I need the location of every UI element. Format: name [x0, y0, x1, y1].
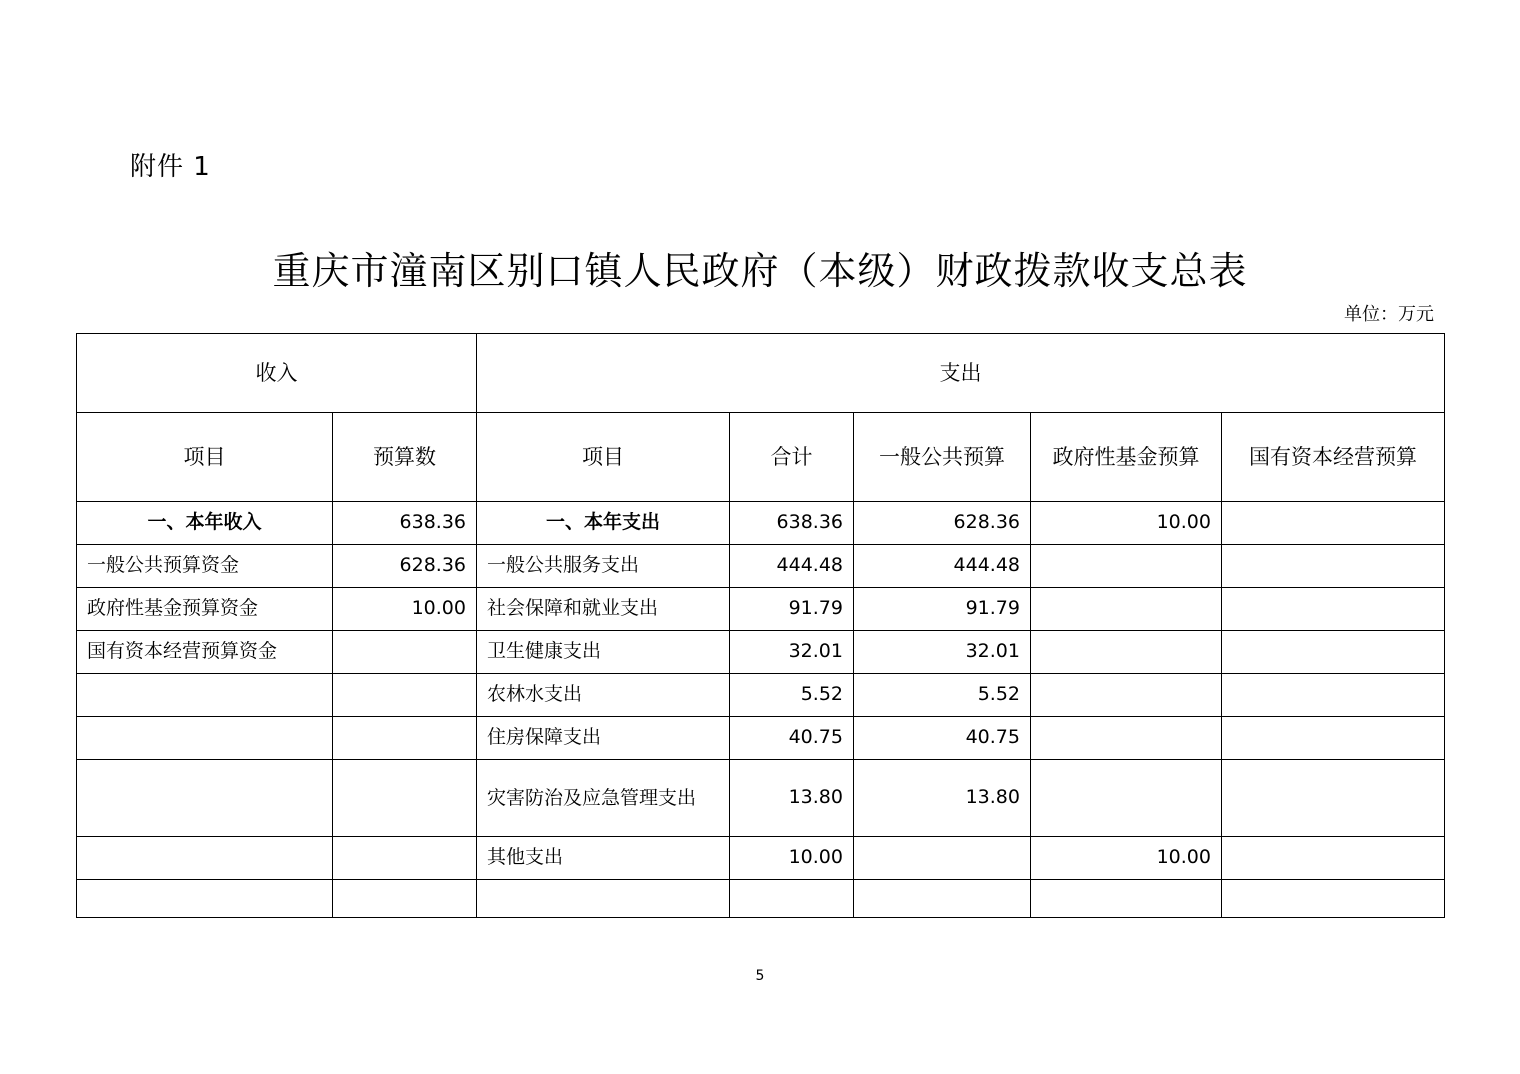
income-item-cell: [77, 837, 333, 880]
state-capital-header: 国有资本经营预算: [1222, 413, 1445, 502]
income-budget-cell: [333, 880, 477, 918]
table-row: [77, 631, 1445, 674]
budget-summary-table: [76, 333, 1445, 918]
general-public-cell: 13.80: [854, 760, 1031, 837]
gov-fund-cell: [1031, 631, 1222, 674]
general-public-cell: [854, 837, 1031, 880]
income-item-cell: 一般公共预算资金: [77, 545, 333, 588]
total-cell: 91.79: [730, 588, 854, 631]
table-row: [77, 880, 1445, 918]
general-public-cell: 5.52: [854, 674, 1031, 717]
general-public-cell: [854, 880, 1031, 918]
total-header: 合计: [730, 413, 854, 502]
column-header-row: [77, 413, 1445, 502]
gov-fund-cell: [1031, 588, 1222, 631]
state-capital-cell: [1222, 545, 1445, 588]
total-cell: 10.00: [730, 837, 854, 880]
gov-fund-cell: [1031, 674, 1222, 717]
general-public-cell: 628.36: [854, 502, 1031, 545]
income-item-cell: [77, 760, 333, 837]
gov-fund-cell: 10.00: [1031, 837, 1222, 880]
income-budget-cell: [333, 717, 477, 760]
expense-item-cell: 卫生健康支出: [477, 631, 730, 674]
general-public-cell: 91.79: [854, 588, 1031, 631]
income-item-cell: 政府性基金预算资金: [77, 588, 333, 631]
gov-fund-cell: [1031, 760, 1222, 837]
expense-item-cell: 一般公共服务支出: [477, 545, 730, 588]
income-item-cell: [77, 717, 333, 760]
income-budget-cell: [333, 837, 477, 880]
table-row: [77, 837, 1445, 880]
table-row: [77, 502, 1445, 545]
income-budget-cell: [333, 674, 477, 717]
expense-item-cell: [477, 760, 730, 837]
page-number: 5: [755, 968, 765, 984]
income-budget-cell: 638.36: [333, 502, 477, 545]
expense-item-header: 项目: [477, 413, 730, 502]
income-budget-cell: 10.00: [333, 588, 477, 631]
page-title: 重庆市潼南区别口镇人民政府（本级）财政拨款收支总表: [272, 249, 1248, 293]
expense-item-cell: 一、本年支出: [477, 502, 730, 545]
income-budget-header: 预算数: [333, 413, 477, 502]
table-row: [77, 717, 1445, 760]
income-budget-cell: [333, 631, 477, 674]
income-group-header: 收入: [77, 334, 477, 413]
expense-item-cell: 农林水支出: [477, 674, 730, 717]
total-cell: [730, 880, 854, 918]
total-cell: 5.52: [730, 674, 854, 717]
state-capital-cell: [1222, 717, 1445, 760]
table-row: [77, 760, 1445, 837]
state-capital-cell: [1222, 760, 1445, 837]
general-public-cell: 32.01: [854, 631, 1031, 674]
income-item-header: 项目: [77, 413, 333, 502]
income-item-cell: 国有资本经营预算资金: [77, 631, 333, 674]
unit-label: 单位：万元: [1344, 304, 1434, 325]
total-cell: 13.80: [730, 760, 854, 837]
gov-fund-header: [1031, 413, 1222, 502]
income-item-cell: [77, 674, 333, 717]
expense-item-cell: 社会保障和就业支出: [477, 588, 730, 631]
gov-fund-cell: 10.00: [1031, 502, 1222, 545]
state-capital-cell: [1222, 631, 1445, 674]
state-capital-cell: [1222, 674, 1445, 717]
state-capital-cell: [1222, 588, 1445, 631]
total-cell: 638.36: [730, 502, 854, 545]
table-row: [77, 674, 1445, 717]
general-public-cell: 40.75: [854, 717, 1031, 760]
expense-item-cell: 住房保障支出: [477, 717, 730, 760]
state-capital-cell: [1222, 837, 1445, 880]
total-cell: 444.48: [730, 545, 854, 588]
income-budget-cell: [333, 760, 477, 837]
gov-fund-cell: [1031, 717, 1222, 760]
income-item-cell: 一、本年收入: [77, 502, 333, 545]
expense-item-cell: [477, 880, 730, 918]
general-public-cell: 444.48: [854, 545, 1031, 588]
expense-item-cell: 其他支出: [477, 837, 730, 880]
income-budget-cell: 628.36: [333, 545, 477, 588]
state-capital-cell: [1222, 502, 1445, 545]
total-cell: 40.75: [730, 717, 854, 760]
expense-group-header: 支出: [477, 334, 1445, 413]
attachment-label: 附件 1: [130, 152, 211, 182]
gov-fund-cell: [1031, 545, 1222, 588]
general-public-header: 一般公共预算: [854, 413, 1031, 502]
table-row: [77, 588, 1445, 631]
income-item-cell: [77, 880, 333, 918]
total-cell: 32.01: [730, 631, 854, 674]
gov-fund-cell: [1031, 880, 1222, 918]
gov-fund-header-text: 政府性基金预算: [1052, 445, 1200, 469]
state-capital-cell: [1222, 880, 1445, 918]
group-header-row: [77, 334, 1445, 413]
expense-item-text: 灾害防治及应急管理支出: [487, 787, 697, 809]
table-row: [77, 545, 1445, 588]
